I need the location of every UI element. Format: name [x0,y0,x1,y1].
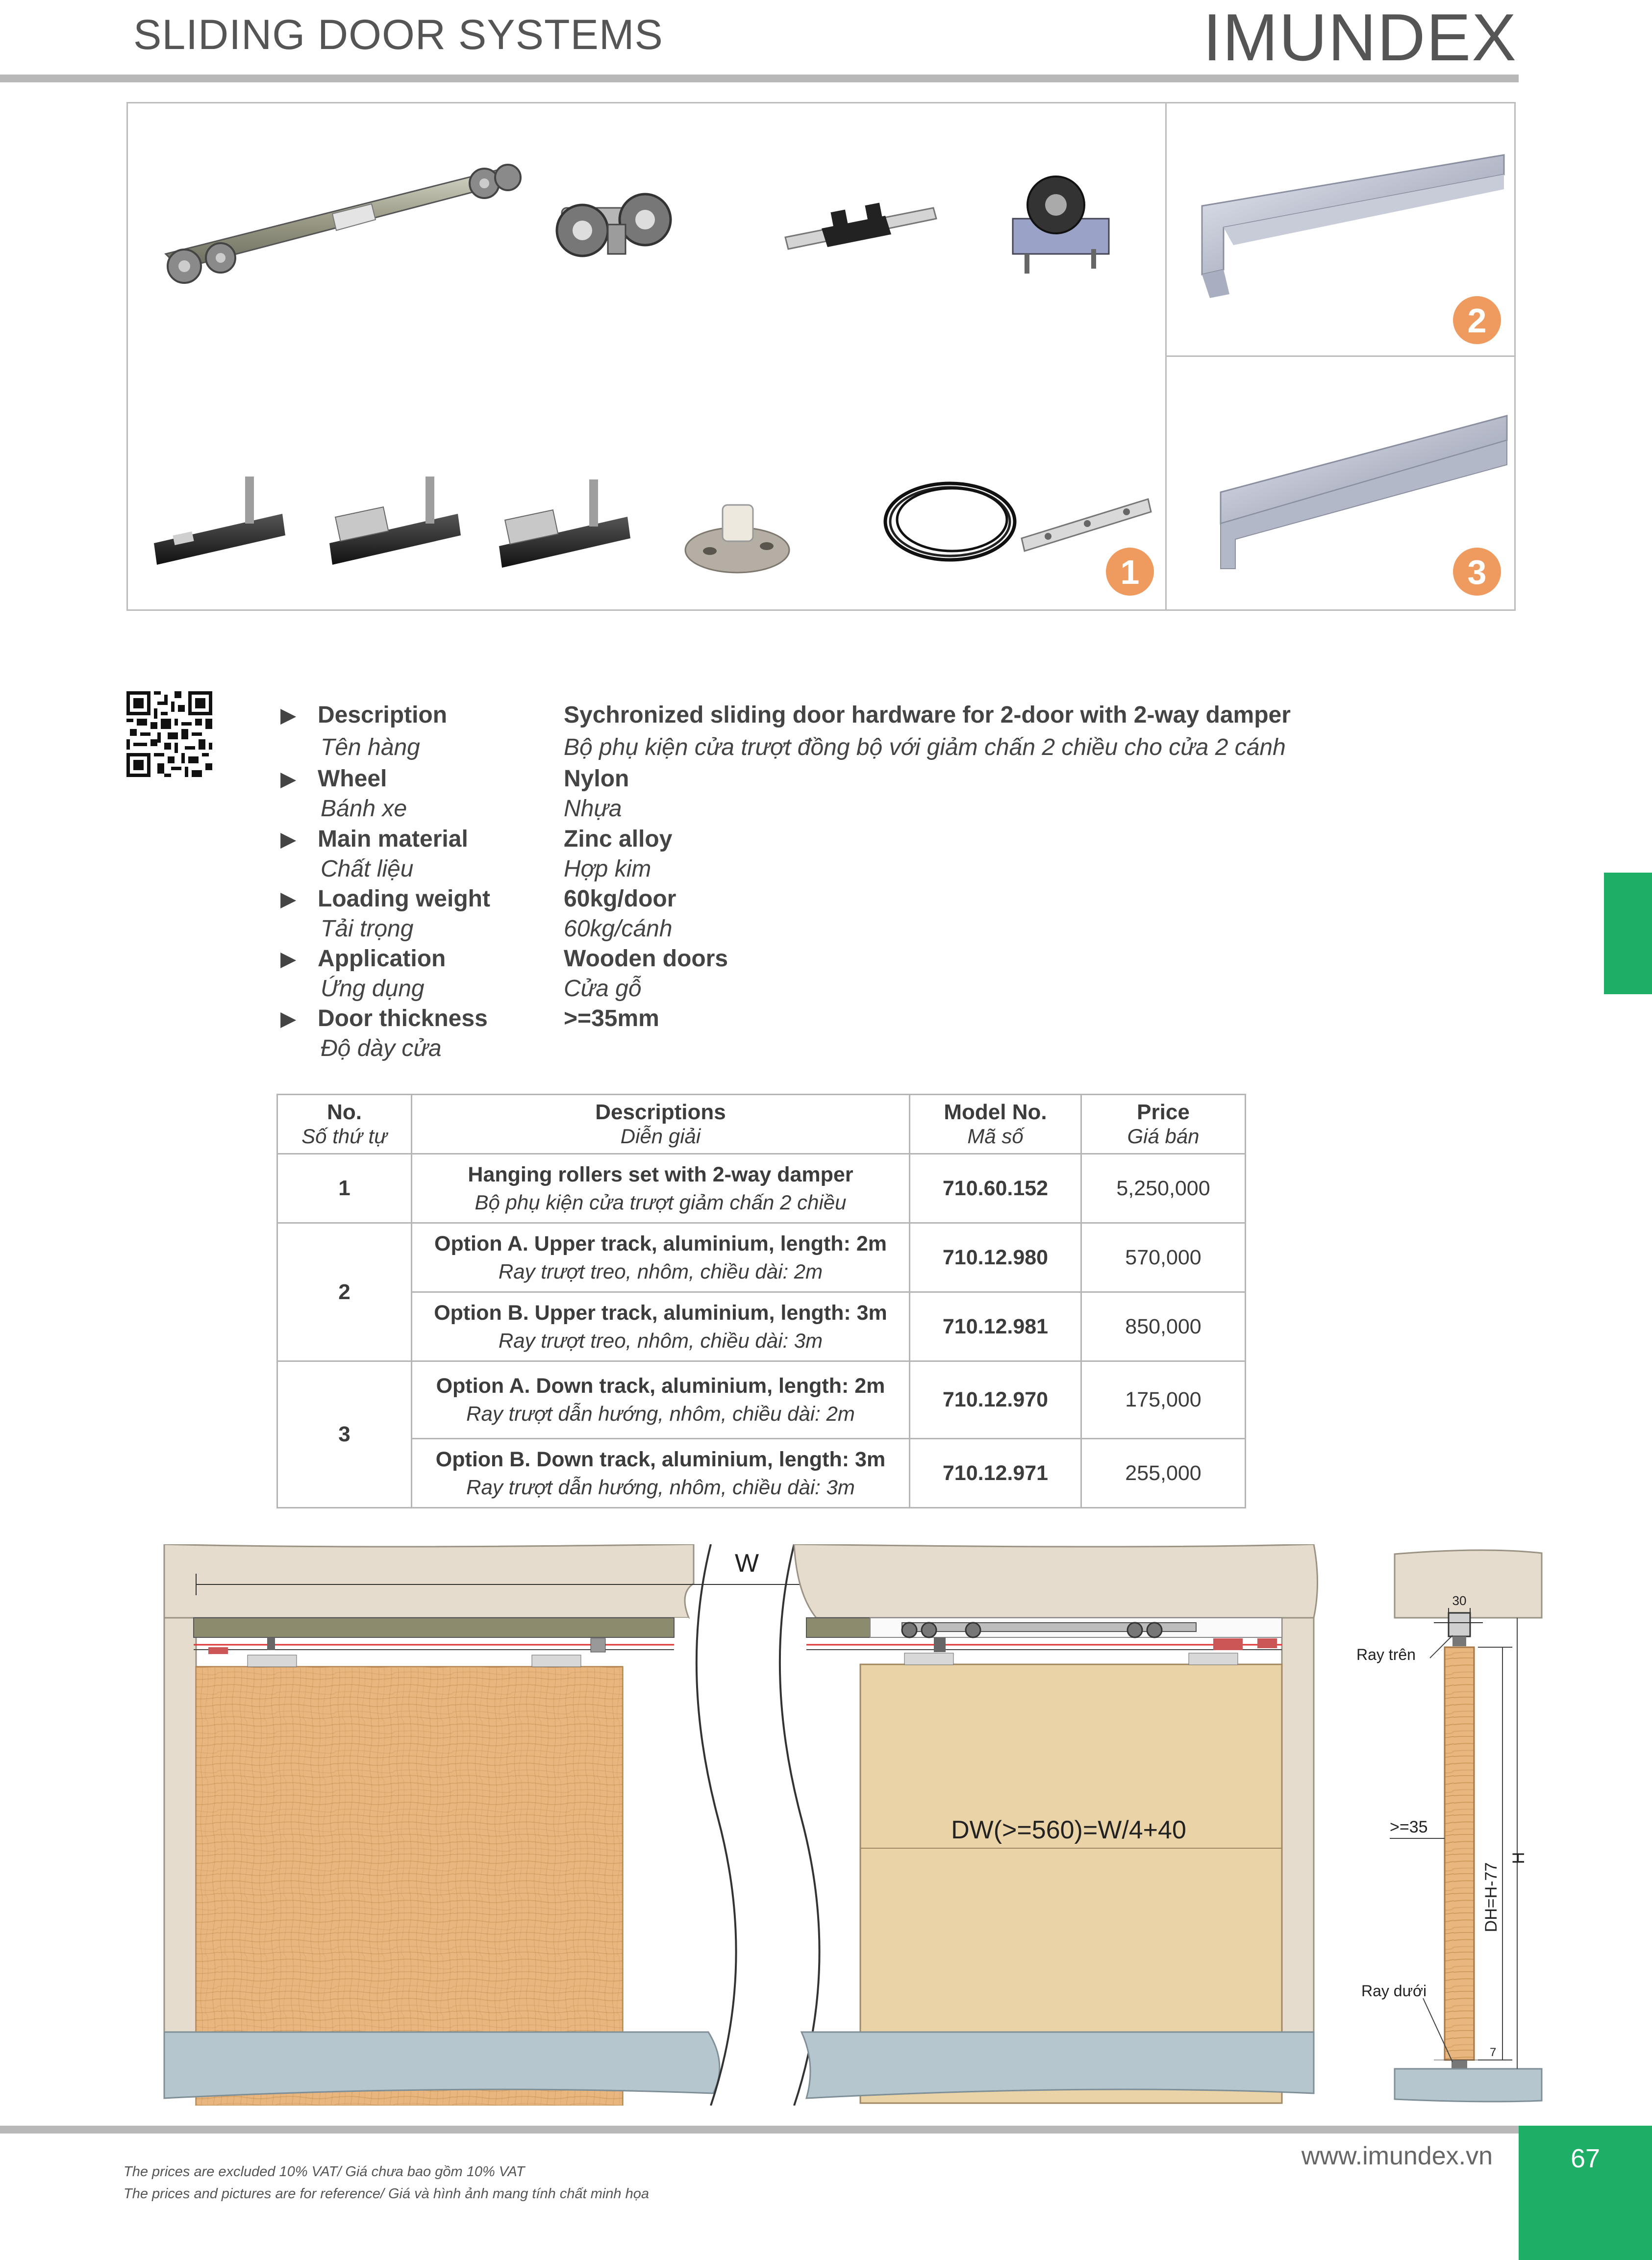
table-row [277,1292,1246,1361]
header-price: Price Giá bán [1081,1095,1246,1154]
spec-value-vi: Hợp kim [564,855,651,882]
row-description: Option B. Upper track, aluminium, length: 3m Ray trượt treo, nhôm, chiều dài: 3m [412,1292,910,1361]
row-description: Option B. Down track, aluminium, length: 3m Ray trượt dẫn hướng, nhôm, chiều dài: 3m [412,1439,910,1508]
installation-diagram [159,1544,1547,2106]
spec-label: Door thickness [318,1005,488,1031]
spec-description [280,701,1291,728]
header-divider [0,75,1519,82]
roller-carriage-image [557,194,671,256]
spec-application [280,945,728,972]
chapter-side-tab [1604,873,1652,994]
bullet-arrow-icon: ▶ [280,887,297,910]
spec-label-vi: Tên hàng [321,734,420,760]
thickness-label: >=35 [1390,1818,1428,1836]
spec-value-vi: 60kg/cánh [564,915,673,942]
spec-label: Wheel [318,765,387,792]
table-row [277,1154,1246,1223]
spec-label-vi: Chất liệu [321,855,414,882]
spec-value-vi: Cửa gỗ [564,975,642,1002]
spec-label: Main material [318,826,468,852]
spec-main-material-vi [321,855,651,882]
row-price: 255,000 [1081,1439,1246,1508]
mounting-plate-image [1022,499,1151,551]
width-label: W [735,1549,759,1578]
row-price: 5,250,000 [1081,1154,1246,1223]
floor-right [801,2032,1314,2098]
spec-main-material [280,825,672,853]
page-section-title: SLIDING DOOR SYSTEMS [133,11,663,58]
spec-label: Loading weight [318,885,490,912]
spec-description-vi [321,733,1286,761]
row-description: Option A. Upper track, aluminium, length: 2m Ray trượt treo, nhôm, chiều dài: 2m [412,1223,910,1292]
upper-track-label: Ray trên [1356,1646,1416,1663]
damper-unit-c-image [499,479,630,568]
website-link[interactable]: www.imundex.vn [1301,2142,1493,2170]
spec-loading-weight-vi [321,915,673,942]
bullet-arrow-icon: ▶ [280,827,297,851]
row-description: Option A. Down track, aluminium, length: 2m Ray trượt dẫn hướng, nhôm, chiều dài: 2m [412,1361,910,1439]
spec-value: 60kg/door [564,885,676,912]
spec-door-thickness-vi [321,1034,564,1062]
row-price: 175,000 [1081,1361,1246,1439]
lower-track-profile-image [1221,416,1507,569]
footer-vat-note: The prices are excluded 10% VAT/ Giá chưa bao gồm 10% VAT [124,2164,525,2180]
spec-wheel [280,765,629,792]
badge-1-label: 1 [1120,553,1140,591]
row-model-no: 710.12.980 [910,1223,1081,1292]
damper-unit-b-image [329,477,461,565]
row-number: 2 [277,1223,412,1361]
table-row [277,1439,1246,1508]
footer-divider [0,2126,1519,2134]
bullet-arrow-icon: ▶ [280,947,297,970]
row-model-no: 710.60.152 [910,1154,1081,1223]
table-row [277,1361,1246,1439]
table-header-row [277,1095,1246,1154]
spec-label-vi: Tải trọng [321,915,414,942]
spec-label: Application [318,945,446,972]
lower-track-label: Ray dưới [1361,1982,1427,2000]
header-descriptions: Descriptions Diễn giải [412,1095,910,1154]
table-row [277,1223,1246,1292]
row-model-no: 710.12.970 [910,1361,1081,1439]
door-section-view [1356,1550,1542,2102]
spec-value: Nylon [564,765,629,792]
upper-track-profile-image [1202,155,1504,298]
spec-value: Sychronized sliding door hardware for 2-door with 2-way damper [564,702,1291,728]
header-no: No. Số thứ tự [277,1095,412,1154]
spec-value-vi: Bộ phụ kiện cửa trượt đồng bộ với giảm chấn 2 chiều cho cửa 2 cánh [564,734,1286,760]
floor-guide-image [685,505,789,573]
overall-height-label: H [1509,1852,1528,1864]
row-model-no: 710.12.981 [910,1292,1081,1361]
bullet-arrow-icon: ▶ [280,1006,297,1030]
spec-loading-weight [280,885,676,912]
damper-unit-a-image [154,477,285,565]
badge-3-label: 3 [1467,553,1487,591]
spec-label: Description [318,702,448,728]
break-line-left [697,1544,736,2106]
dim-top-label: 30 [1452,1593,1467,1608]
spec-application-vi [321,975,642,1002]
spec-door-thickness [280,1004,659,1032]
door-width-formula: DW(>=560)=W/4+40 [951,1816,1186,1844]
top-guide-roller-image [1013,176,1109,274]
damper-roller-set-image [166,165,521,283]
spec-wheel-vi [321,795,622,822]
badge-2-label: 2 [1467,301,1487,340]
spec-value: >=35mm [564,1005,659,1031]
price-table [276,1094,1246,1508]
bullet-arrow-icon: ▶ [280,703,297,727]
floor-left [164,2032,720,2098]
row-model-no: 710.12.971 [910,1439,1081,1508]
spec-value: Wooden doors [564,945,728,972]
page-number: 67 [1519,2126,1652,2260]
spec-value-vi: Nhựa [564,795,622,822]
brand-logo-text: IMUNDEX [1202,0,1517,75]
row-description: Hanging rollers set with 2-way damper Bộ phụ kiện cửa trượt giảm chấn 2 chiều [412,1154,910,1223]
header-model-no: Model No. Mã số [910,1095,1081,1154]
product-photos [126,102,1516,611]
row-price: 570,000 [1081,1223,1246,1292]
footer-reference-note: The prices and pictures are for reference/ Giá và hình ảnh mang tính chất minh họa [124,2186,649,2202]
spec-label-vi: Bánh xe [321,795,407,822]
dim-bottom-label: 7 [1490,2046,1497,2059]
spec-label-vi: Độ dày cửa [321,1035,442,1061]
door-height-label: DH=H-77 [1482,1862,1501,1933]
row-number: 3 [277,1361,412,1508]
guide-clip-image [785,203,936,249]
bullet-arrow-icon: ▶ [280,767,297,790]
qr-code-icon [126,691,212,777]
row-price: 850,000 [1081,1292,1246,1361]
row-number: 1 [277,1154,412,1223]
spec-label-vi: Ứng dụng [321,975,425,1002]
cable-coil-image [885,483,1015,560]
spec-value: Zinc alloy [564,826,673,852]
